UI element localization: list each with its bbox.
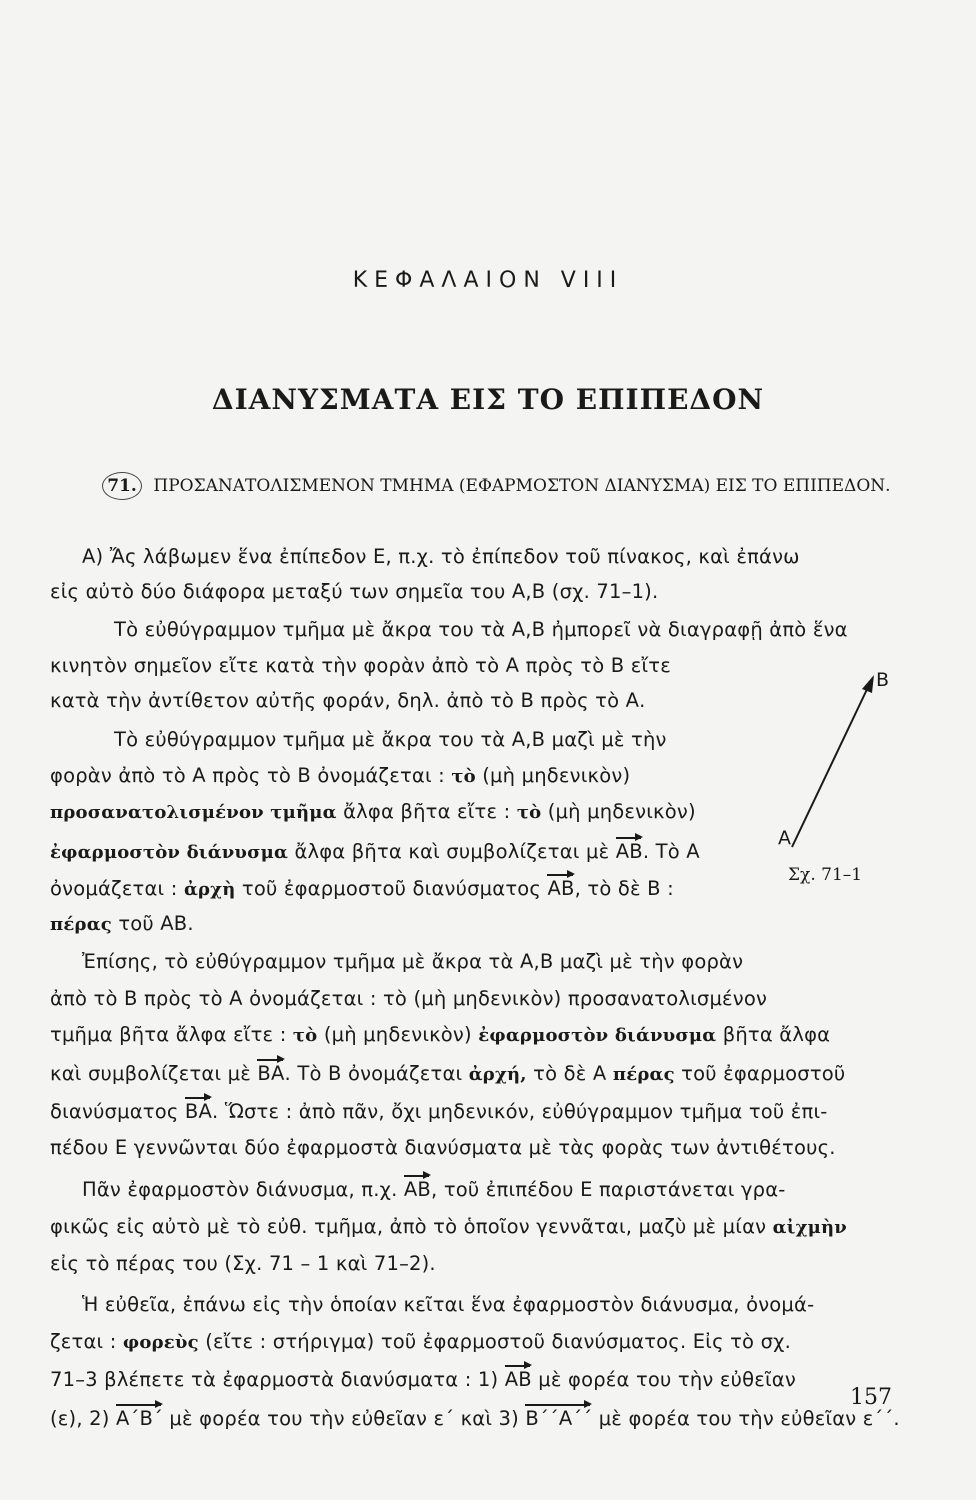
text-span: , τὸ δὲ Β : <box>574 877 674 900</box>
section-number: 71. <box>102 472 142 500</box>
text-line: εἰς τὸ πέρας του (Σχ. 71 – 1 καὶ 71–2). <box>50 1252 436 1275</box>
text-span: διανύσματος <box>50 1100 179 1123</box>
chapter-heading: ΚΕΦΑΛΑΙΟΝ VIII <box>352 268 624 293</box>
bold-term: προσανατολισμένον τμῆμα <box>50 802 337 823</box>
arrowhead-icon <box>862 675 874 693</box>
text-span: ὀνομάζεται : <box>50 877 178 900</box>
text-line: εἰς αὐτὸ δύο διάφορα μεταξύ των σημεῖα του Α,Β (σχ. 71–1). <box>50 580 659 603</box>
text-line <box>50 912 194 935</box>
vector-diagram <box>770 655 910 895</box>
text-span: (εἴτε : στήριγμα) τοῦ ἐφαρμοστοῦ διανύσματος. Εἰς τὸ σχ. <box>205 1330 791 1353</box>
chapter-title: ΔΙΑΝΥΣΜΑΤΑ ΕΙΣ ΤΟ ΕΠΙΠΕΔΟΝ <box>211 383 765 416</box>
text-line: κινητὸν σημεῖον εἴτε κατὰ τὴν φορὰν ἀπὸ τὸ Α πρὸς τὸ Β εἴτε <box>50 654 671 677</box>
bold-term: τὸ <box>516 802 542 823</box>
text-line: Τὸ εὐθύγραμμον τμῆμα μὲ ἄκρα του τὰ Α,Β μαζὶ μὲ τὴν <box>114 728 667 751</box>
text-span: . Ὥστε : ἀπὸ πᾶν, ὄχι μηδενικόν, εὐθύγραμμον τμῆμα τοῦ ἐπι- <box>212 1100 828 1123</box>
text-span: φορὰν ἀπὸ τὸ Α πρὸς τὸ Β ὀνομάζεται : <box>50 764 445 787</box>
text-line: ἀπὸ τὸ Β πρὸς τὸ Α ὀνομάζεται : τὸ (μὴ μηδενικὸν) προσανατολισμένον <box>50 987 768 1010</box>
text-span: τὸ δὲ Α <box>533 1062 607 1085</box>
vector-notation: ΒΑ <box>184 1100 213 1123</box>
text-span: (μὴ μηδενικὸν) <box>547 800 696 823</box>
text-span: 71–3 βλέπετε τὰ ἐφαρμοστὰ διανύσματα : 1) <box>50 1368 499 1391</box>
text-span: (μὴ μηδενικὸν) <box>323 1023 472 1046</box>
bold-term: φορεὺς <box>122 1332 199 1353</box>
text-span: (μὴ μηδενικὸν) <box>482 764 631 787</box>
bold-term: ἐφαρμοστὸν διάνυσμα <box>50 842 289 863</box>
text-line <box>50 764 630 787</box>
vector-line <box>792 683 870 847</box>
text-line <box>50 1215 847 1238</box>
text-span: ἄλφα βῆτα εἴτε : <box>343 800 511 823</box>
text-span: τμῆμα βῆτα ἄλφα εἴτε : <box>50 1023 287 1046</box>
bold-term: αἰχμὴν <box>772 1217 847 1238</box>
bold-term: ἀρχή, <box>468 1064 527 1085</box>
text-span: τοῦ ΑΒ. <box>118 912 194 935</box>
text-line <box>50 1100 828 1123</box>
text-span: καὶ συμβολίζεται μὲ <box>50 1062 251 1085</box>
text-line: Ἐπίσης, τὸ εὐθύγραμμον τμῆμα μὲ ἄκρα τὰ Α,Β μαζὶ μὲ τὴν φορὰν <box>82 950 744 973</box>
text-span: φικῶς εἰς αὐτὸ μὲ τὸ εὐθ. τμῆμα, ἀπὸ τὸ ὁποῖον γεννᾶται, μαζὺ μὲ μίαν <box>50 1215 767 1238</box>
vector-notation: Β΄΄Α΄΄ <box>525 1407 593 1430</box>
point-label-b: Β <box>876 669 890 691</box>
figure-caption: Σχ. 71–1 <box>788 865 863 885</box>
vector-notation: ΑΒ <box>547 877 575 900</box>
text-line: Ἡ εὐθεῖα, ἐπάνω εἰς τὴν ὁποίαν κεῖται ἕνα ἐφαρμοστὸν διάνυσμα, ὀνομά- <box>82 1293 815 1316</box>
text-line <box>50 840 700 863</box>
text-line <box>82 1178 786 1201</box>
text-span: (ε), 2) <box>50 1407 110 1430</box>
point-label-a: Α <box>778 827 791 849</box>
text-span: ζεται : <box>50 1330 117 1353</box>
text-line: πέδου Ε γεννῶνται δύο ἐφαρμοστὰ διανύσματα μὲ τὰς φορὰς των ἀντιθέτους. <box>50 1136 836 1159</box>
text-line: Τὸ εὐθύγραμμον τμῆμα μὲ ἄκρα του τὰ Α,Β ἠμπορεῖ νὰ διαγραφῇ ἀπὸ ἕνα <box>114 618 848 641</box>
bold-term: ἐφαρμοστὸν διάνυσμα <box>478 1025 717 1046</box>
text-line: Α) Ἄς λάβωμεν ἕνα ἐπίπεδον Ε, π.χ. τὸ ἐπίπεδον τοῦ πίνακος, καὶ ἐπάνω <box>82 545 800 568</box>
text-line <box>50 1368 796 1391</box>
bold-term: πέρας <box>50 914 112 935</box>
page-number: 157 <box>850 1385 892 1410</box>
vector-notation: ΒΑ <box>257 1062 285 1085</box>
vector-notation: ΑΒ <box>615 840 643 863</box>
bold-term: τὸ <box>292 1025 318 1046</box>
bold-term: τὸ <box>451 766 476 787</box>
text-span: μὲ φορέα του τὴν εὐθεῖαν ε΄΄. <box>598 1407 900 1430</box>
section-heading-text: ΠΡΟΣΑΝΑΤΟΛΙΣΜΕΝΟΝ ΤΜΗΜΑ (ΕΦΑΡΜΟΣΤΟΝ ΔΙΑΝΥΣΜΑ) ΕΙΣ ΤΟ ΕΠΙΠΕΔΟΝ. <box>153 476 891 496</box>
text-line: κατὰ τὴν ἀντίθετον αὐτῆς φοράν, δηλ. ἀπὸ τὸ Β πρὸς τὸ Α. <box>50 689 646 712</box>
text-span: . Τὸ Α <box>642 840 700 863</box>
text-line <box>50 1407 900 1430</box>
bold-term: ἀρχὴ <box>183 879 236 900</box>
text-line <box>50 800 696 823</box>
text-span: , τοῦ ἐπιπέδου Ε παριστάνεται γρα- <box>431 1178 786 1201</box>
text-span: μὲ φορέα του τὴν εὐθεῖαν ε΄ καὶ 3) <box>169 1407 519 1430</box>
text-span: τοῦ ἐφαρμοστοῦ <box>681 1062 846 1085</box>
text-line <box>50 1062 845 1085</box>
vector-notation: ΑΒ <box>504 1368 532 1391</box>
text-line <box>50 877 674 900</box>
text-span: Πᾶν ἐφαρμοστὸν διάνυσμα, π.χ. <box>82 1178 398 1201</box>
text-span: . Τὸ Β ὀνομάζεται <box>284 1062 463 1085</box>
text-line <box>50 1023 830 1046</box>
bold-term: πέρας <box>612 1064 675 1085</box>
text-span: ἄλφα βῆτα καὶ συμβολίζεται μὲ <box>294 840 610 863</box>
figure-71-1 <box>770 655 910 895</box>
vector-notation: Α΄Β΄ <box>115 1407 164 1430</box>
text-span: τοῦ ἐφαρμοστοῦ διανύσματος <box>241 877 542 900</box>
text-line <box>50 1330 791 1353</box>
vector-notation: ΑΒ <box>403 1178 432 1201</box>
text-span: βῆτα ἄλφα <box>722 1023 831 1046</box>
section-heading <box>102 472 902 500</box>
text-span: μὲ φορέα του τὴν εὐθεῖαν <box>538 1368 796 1391</box>
